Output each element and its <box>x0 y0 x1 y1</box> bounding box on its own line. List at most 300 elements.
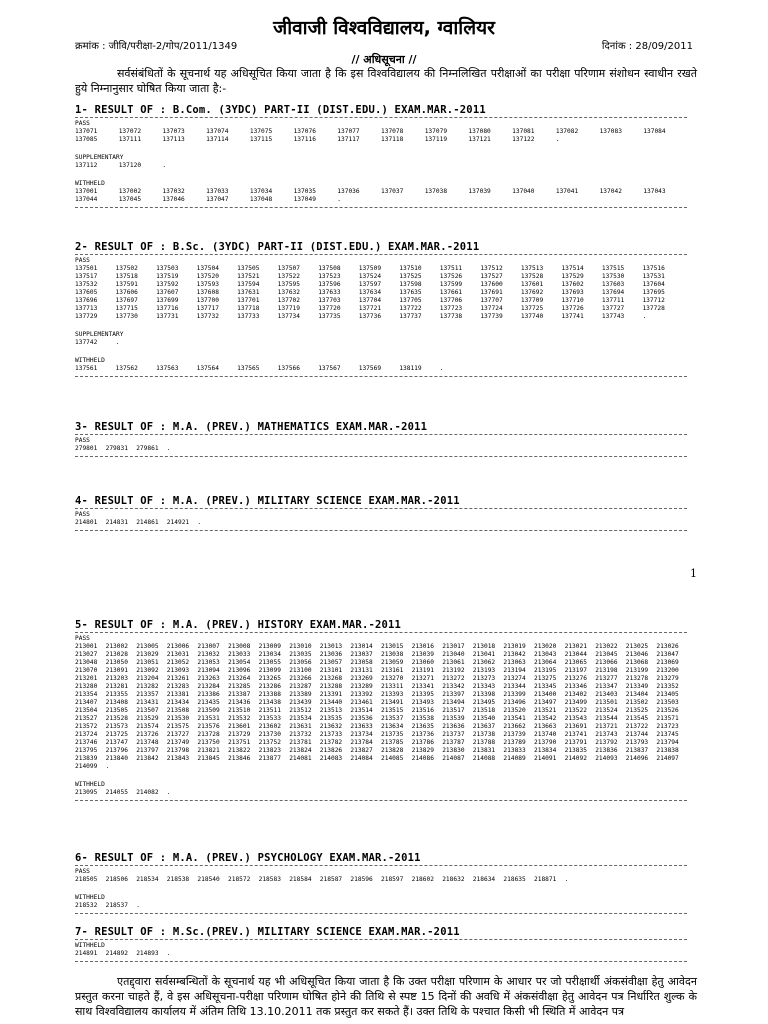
roll-number: 213261 <box>166 675 190 682</box>
roll-number: 213099 <box>258 667 281 674</box>
roll-number: 213025 <box>625 643 649 650</box>
reference-number: क्रमांक : जीवि/परीक्षा-2/गोप/2011/1349 <box>75 41 238 52</box>
roll-number: 213497 <box>534 699 557 706</box>
roll-number: 213092 <box>136 667 159 674</box>
roll-number: 137519 <box>156 273 179 280</box>
result-section-6 <box>75 852 687 916</box>
roll-number: 137724 <box>480 305 503 312</box>
roll-number: 137049 <box>293 196 316 203</box>
section-title: 6- RESULT OF : M.A. (PREV.) PSYCHOLOGY EXAM.MAR.-2011 <box>75 852 421 864</box>
roll-number: 137727 <box>601 305 625 312</box>
roll-number: 213264 <box>228 675 251 682</box>
roll-number: 137043 <box>643 188 666 195</box>
roll-number: 213637 <box>472 723 496 730</box>
group-label: WITHHELD <box>75 942 105 949</box>
roll-number: 213837 <box>625 747 649 754</box>
roll-number: 213846 <box>228 755 251 762</box>
roll-number: 279831 <box>105 445 128 452</box>
roll-number: 137509 <box>358 265 382 272</box>
roll-number: 213399 <box>503 691 526 698</box>
roll-number: 137113 <box>162 136 185 143</box>
roll-number: 137084 <box>643 128 666 135</box>
roll-number: 213398 <box>472 691 496 698</box>
roll-number: 213831 <box>472 747 496 754</box>
roll-number: 213033 <box>228 651 251 658</box>
roll-number: 213006 <box>166 643 190 650</box>
roll-number: 137736 <box>358 313 382 320</box>
roll-number: 213028 <box>105 651 128 658</box>
roll-number: 137692 <box>520 289 544 296</box>
roll-number: 213538 <box>411 715 434 722</box>
roll-number: . <box>439 365 444 372</box>
roll-number: 137726 <box>561 305 584 312</box>
roll-number: 137696 <box>75 297 98 304</box>
dashed-rule <box>75 508 687 509</box>
roll-number: 213278 <box>625 675 649 682</box>
roll-number: 213393 <box>381 691 404 698</box>
roll-number: 137716 <box>156 305 179 312</box>
roll-number: 213352 <box>656 683 679 690</box>
roll-number: 213730 <box>258 731 281 738</box>
roll-number: 214084 <box>350 755 373 762</box>
roll-number: 137699 <box>156 297 179 304</box>
roll-number: 213014 <box>350 643 373 650</box>
roll-number: 137713 <box>75 305 98 312</box>
roll-number: 137035 <box>293 188 316 195</box>
roll-number: 137595 <box>277 281 301 288</box>
roll-number: 137722 <box>399 305 422 312</box>
roll-number: 213276 <box>564 675 587 682</box>
roll-number: 213008 <box>228 643 251 650</box>
roll-number: 213341 <box>411 683 434 690</box>
roll-number-list <box>75 265 683 321</box>
roll-number: 213283 <box>166 683 190 690</box>
roll-number: 213275 <box>534 675 557 682</box>
roll-number: 213525 <box>625 707 649 714</box>
roll-number: 137710 <box>561 297 584 304</box>
roll-number: . <box>115 339 120 346</box>
roll-number: 213095 <box>75 789 98 796</box>
roll-number: 137513 <box>520 265 544 272</box>
roll-number: 213840 <box>105 755 128 762</box>
roll-number-list <box>75 876 687 884</box>
roll-number: 137047 <box>206 196 229 203</box>
roll-number: 213063 <box>503 659 526 666</box>
roll-number: 214081 <box>289 755 312 762</box>
roll-number: 213542 <box>534 715 557 722</box>
roll-number: 137734 <box>277 313 301 320</box>
roll-number: 213835 <box>564 747 587 754</box>
roll-number: 213540 <box>472 715 496 722</box>
roll-number: 213036 <box>319 651 343 658</box>
roll-number: 213827 <box>350 747 373 754</box>
roll-number: 137569 <box>358 365 382 372</box>
roll-number: 213636 <box>442 723 465 730</box>
roll-number: 213723 <box>656 723 679 730</box>
roll-number: 218596 <box>350 876 373 883</box>
group-spacer <box>75 884 687 893</box>
roll-number: 213027 <box>75 651 98 658</box>
result-section-2 <box>75 241 687 379</box>
roll-number: 214921 <box>166 519 190 526</box>
roll-number: 218584 <box>289 876 312 883</box>
group-label: PASS <box>75 437 90 444</box>
roll-number: 213794 <box>656 739 679 746</box>
group-label: PASS <box>75 635 90 642</box>
roll-number: 213792 <box>595 739 618 746</box>
roll-number: 137081 <box>512 128 535 135</box>
roll-number: 213281 <box>105 683 128 690</box>
roll-number: 213101 <box>319 667 343 674</box>
group-label: WITHHELD <box>75 781 105 788</box>
roll-number: 137076 <box>293 128 316 135</box>
roll-number: 213288 <box>319 683 343 690</box>
roll-number: 137723 <box>439 305 463 312</box>
university-title: जीवाजी विश्वविद्यालय, ग्वालियर <box>273 17 495 39</box>
roll-number: 137085 <box>75 136 98 143</box>
roll-number: 213798 <box>166 747 190 754</box>
roll-number: 279801 <box>75 445 98 452</box>
roll-number: 137522 <box>277 273 301 280</box>
roll-number: 137523 <box>318 273 341 280</box>
roll-number: 213270 <box>381 675 404 682</box>
roll-number: 213357 <box>136 691 159 698</box>
roll-number: 213535 <box>319 715 343 722</box>
roll-number: 213732 <box>289 731 312 738</box>
roll-number: 213601 <box>228 723 251 730</box>
roll-number: 213797 <box>136 747 159 754</box>
roll-number: 137703 <box>318 297 341 304</box>
roll-number: 213404 <box>625 691 649 698</box>
roll-number: 213521 <box>534 707 557 714</box>
roll-number: 213545 <box>625 715 649 722</box>
roll-number: 213039 <box>411 651 434 658</box>
dashed-rule <box>75 376 687 377</box>
roll-number: 213571 <box>656 715 679 722</box>
roll-number: 213093 <box>166 667 190 674</box>
roll-number: 213266 <box>289 675 312 682</box>
roll-number: 137743 <box>601 313 625 320</box>
roll-number: 137040 <box>512 188 535 195</box>
roll-number: 213504 <box>75 707 98 714</box>
dashed-rule <box>75 456 687 457</box>
roll-number: 213342 <box>442 683 465 690</box>
roll-number: 213034 <box>258 651 281 658</box>
roll-number: 279861 <box>136 445 159 452</box>
roll-number: 213786 <box>411 739 434 746</box>
roll-number: 214092 <box>564 755 587 762</box>
roll-number: 137511 <box>439 265 463 272</box>
roll-number: 213727 <box>166 731 190 738</box>
roll-number: 213602 <box>258 723 281 730</box>
roll-number: 137508 <box>318 265 341 272</box>
roll-number: 213010 <box>289 643 312 650</box>
roll-number: 137737 <box>399 313 422 320</box>
roll-number: 137516 <box>642 265 665 272</box>
footer-paragraph <box>75 974 697 1019</box>
roll-number: 213056 <box>289 659 312 666</box>
roll-number-list <box>75 162 687 170</box>
roll-number: 213828 <box>381 747 404 754</box>
roll-number: 213631 <box>289 723 312 730</box>
roll-number: 213054 <box>228 659 251 666</box>
roll-number: 137591 <box>115 281 138 288</box>
group-label: SUPPLEMENTARY <box>75 154 124 161</box>
roll-number: 213022 <box>595 643 618 650</box>
result-section-1 <box>75 104 687 210</box>
roll-number: 137564 <box>196 365 219 372</box>
roll-number: 213495 <box>472 699 496 706</box>
roll-number: 213271 <box>411 675 434 682</box>
roll-number: 137122 <box>512 136 535 143</box>
roll-number: 213741 <box>564 731 587 738</box>
roll-number: 213518 <box>472 707 496 714</box>
roll-number: 213400 <box>534 691 557 698</box>
roll-number: 137532 <box>75 281 98 288</box>
roll-number: 214093 <box>595 755 618 762</box>
roll-number: 137565 <box>237 365 260 372</box>
roll-number: 137046 <box>162 196 185 203</box>
roll-number: 213843 <box>166 755 190 762</box>
roll-number: 213053 <box>197 659 220 666</box>
roll-number: 137082 <box>555 128 579 135</box>
dashed-rule <box>75 865 687 866</box>
roll-number: 137037 <box>381 188 404 195</box>
roll-number: 213068 <box>625 659 649 666</box>
roll-number: 213743 <box>595 731 618 738</box>
roll-number: 213066 <box>595 659 618 666</box>
roll-number: 213537 <box>381 715 404 722</box>
roll-number: 137120 <box>118 162 142 169</box>
roll-number: 213795 <box>75 747 98 754</box>
result-section-3 <box>75 421 687 459</box>
roll-number: 213013 <box>319 643 343 650</box>
roll-number: 137121 <box>468 136 491 143</box>
roll-number: 213836 <box>595 747 618 754</box>
roll-number: 213050 <box>105 659 128 666</box>
roll-number: 137566 <box>277 365 301 372</box>
roll-number: 137531 <box>642 273 665 280</box>
roll-number: 137594 <box>237 281 260 288</box>
roll-number: 214088 <box>472 755 496 762</box>
roll-number: 213038 <box>381 651 404 658</box>
roll-number: 213272 <box>442 675 465 682</box>
roll-number: 137515 <box>601 265 625 272</box>
roll-number: 213633 <box>350 723 373 730</box>
roll-number: 137074 <box>206 128 229 135</box>
roll-number: 137601 <box>520 281 544 288</box>
roll-number: 213789 <box>503 739 526 746</box>
roll-number: 213830 <box>442 747 465 754</box>
roll-number: 213507 <box>136 707 159 714</box>
roll-number: 213736 <box>411 731 434 738</box>
section-title: 4- RESULT OF : M.A. (PREV.) MILITARY SCIENCE EXAM.MAR.-2011 <box>75 495 460 507</box>
roll-number: 213824 <box>289 747 312 754</box>
roll-number: 213279 <box>656 675 679 682</box>
roll-number: 213514 <box>350 707 373 714</box>
roll-number: 213002 <box>105 643 128 650</box>
roll-number: 137739 <box>480 313 503 320</box>
roll-number: 137518 <box>115 273 138 280</box>
roll-number: 137697 <box>115 297 138 304</box>
roll-number: 214892 <box>105 950 128 957</box>
roll-number-list <box>75 519 687 527</box>
roll-number: 137510 <box>399 265 422 272</box>
roll-number: 213821 <box>197 747 220 754</box>
roll-number-list <box>75 188 687 204</box>
roll-number: 213494 <box>442 699 465 706</box>
roll-number: 213826 <box>319 747 343 754</box>
roll-number: 214082 <box>136 789 159 796</box>
roll-number: 137695 <box>642 289 665 296</box>
roll-number: 213392 <box>350 691 373 698</box>
roll-number: 213403 <box>595 691 618 698</box>
roll-number: 213520 <box>503 707 526 714</box>
roll-number: 137521 <box>237 273 260 280</box>
roll-number: 213823 <box>258 747 281 754</box>
roll-number: 137044 <box>75 196 98 203</box>
roll-number: 213019 <box>503 643 526 650</box>
roll-number: 213289 <box>350 683 373 690</box>
result-section-7 <box>75 926 687 964</box>
roll-number: 137078 <box>381 128 404 135</box>
roll-number: 137597 <box>358 281 382 288</box>
roll-number: 137561 <box>75 365 98 372</box>
roll-number: 213505 <box>105 707 128 714</box>
roll-number: 213438 <box>258 699 281 706</box>
roll-number: 213722 <box>625 723 649 730</box>
roll-number: 213020 <box>534 643 557 650</box>
roll-number: 213529 <box>136 715 159 722</box>
roll-number: 213746 <box>75 739 98 746</box>
roll-number: 137635 <box>399 289 422 296</box>
roll-number: 213007 <box>197 643 220 650</box>
roll-number: 213572 <box>75 723 98 730</box>
roll-number: 213513 <box>319 707 343 714</box>
roll-number: 213204 <box>136 675 159 682</box>
roll-number: . <box>105 763 110 770</box>
roll-number: 213047 <box>656 651 679 658</box>
roll-number: 213434 <box>166 699 190 706</box>
roll-number: . <box>337 196 342 203</box>
roll-number: 214891 <box>75 950 98 957</box>
roll-number-list <box>75 128 687 144</box>
result-section-4 <box>75 495 687 533</box>
roll-number: 213691 <box>564 723 587 730</box>
roll-number: 218540 <box>197 876 220 883</box>
roll-number: 137502 <box>115 265 138 272</box>
roll-number: 214086 <box>411 755 434 762</box>
roll-number: 137529 <box>561 273 584 280</box>
roll-number: 137032 <box>162 188 185 195</box>
roll-number: 213060 <box>411 659 434 666</box>
result-section-5 <box>75 619 687 803</box>
roll-number: 218597 <box>381 876 404 883</box>
roll-number: 213355 <box>105 691 128 698</box>
roll-number: 213788 <box>472 739 496 746</box>
footer-text: एतद्द्वारा सर्वसम्बन्धितों के सूचनार्थ यह भी अधिसूचित किया जाता है कि उक्त परीक्षा परिणाम के आधार पर जो परीक्षार्थी अंकसंवीक्षा हेतु आवेदन प्रस्तुत करना चाहते हैं, वे इस अधिसूचना-परीक्षा परिणाम घोषित होने की तिथि से स्पष्ट 15 दिनों की अवधि में अंकसंवीक्षा हेतु आवेदन पत्र निर्धारित शुल्क के साथ विश्वविद्यालय कार्यालय में अंतिम तिथि 13.10.2011 तक प्रस्तुत कर सकते हैं। उक्त तिथि के पश्चात किसी भी स्थिति में आवेदन पत्र <box>75 975 697 1018</box>
roll-number: 137709 <box>520 297 544 304</box>
roll-number: 213194 <box>503 667 526 674</box>
roll-number: 213345 <box>534 683 557 690</box>
roll-number: 213051 <box>136 659 159 666</box>
roll-number: 137048 <box>249 196 273 203</box>
roll-number: 137602 <box>561 281 584 288</box>
roll-number: 218505 <box>75 876 98 883</box>
roll-number: 213781 <box>289 739 312 746</box>
group-spacer <box>75 144 687 153</box>
roll-number: 213200 <box>656 667 679 674</box>
roll-number: 213839 <box>75 755 98 762</box>
roll-number: 213877 <box>258 755 281 762</box>
roll-number: 213517 <box>442 707 465 714</box>
roll-number: 213822 <box>228 747 251 754</box>
roll-number: 137694 <box>601 289 625 296</box>
roll-number: 213461 <box>350 699 373 706</box>
roll-number: 213493 <box>411 699 434 706</box>
roll-number: . <box>197 519 202 526</box>
roll-number: 137563 <box>156 365 179 372</box>
roll-number: 137633 <box>318 289 341 296</box>
roll-number: 137114 <box>206 136 229 143</box>
roll-number: 137608 <box>196 289 219 296</box>
roll-number: 213265 <box>258 675 281 682</box>
roll-number: 213501 <box>595 699 618 706</box>
roll-number: 213402 <box>564 691 587 698</box>
roll-number: 213738 <box>472 731 496 738</box>
roll-number: 218634 <box>472 876 496 883</box>
roll-number: 213503 <box>656 699 679 706</box>
roll-number: 213522 <box>564 707 587 714</box>
roll-number: . <box>166 950 171 957</box>
roll-number: 213733 <box>319 731 343 738</box>
roll-number: 137725 <box>520 305 544 312</box>
roll-number: 137606 <box>115 289 138 296</box>
roll-number: 213037 <box>350 651 373 658</box>
roll-number: 213662 <box>503 723 526 730</box>
roll-number: 213201 <box>75 675 98 682</box>
roll-number: 137033 <box>206 188 229 195</box>
roll-number: 137733 <box>237 313 260 320</box>
roll-number: 137732 <box>196 313 219 320</box>
roll-number: 137707 <box>480 297 503 304</box>
roll-number: 213349 <box>625 683 649 690</box>
roll-number: 137118 <box>381 136 404 143</box>
roll-number: 213058 <box>350 659 373 666</box>
roll-number: 213031 <box>166 651 190 658</box>
roll-number: 137505 <box>237 265 260 272</box>
roll-number: 137112 <box>75 162 98 169</box>
roll-number: 213527 <box>75 715 98 722</box>
roll-number-list <box>75 339 683 347</box>
group-spacer <box>75 170 687 179</box>
roll-number: 137119 <box>424 136 448 143</box>
roll-number: 213745 <box>656 731 679 738</box>
roll-number: 213576 <box>197 723 220 730</box>
roll-number: 213751 <box>228 739 251 746</box>
roll-number: 137718 <box>237 305 260 312</box>
roll-number: 137514 <box>561 265 584 272</box>
roll-number: 137075 <box>249 128 273 135</box>
roll-number: 213634 <box>381 723 404 730</box>
roll-number: 213198 <box>595 667 618 674</box>
roll-number: 213018 <box>472 643 496 650</box>
roll-number: 213193 <box>472 667 496 674</box>
roll-number: 214091 <box>534 755 557 762</box>
roll-number: 213311 <box>381 683 404 690</box>
roll-number: 214099 <box>75 763 98 770</box>
roll-number: 213502 <box>625 699 649 706</box>
